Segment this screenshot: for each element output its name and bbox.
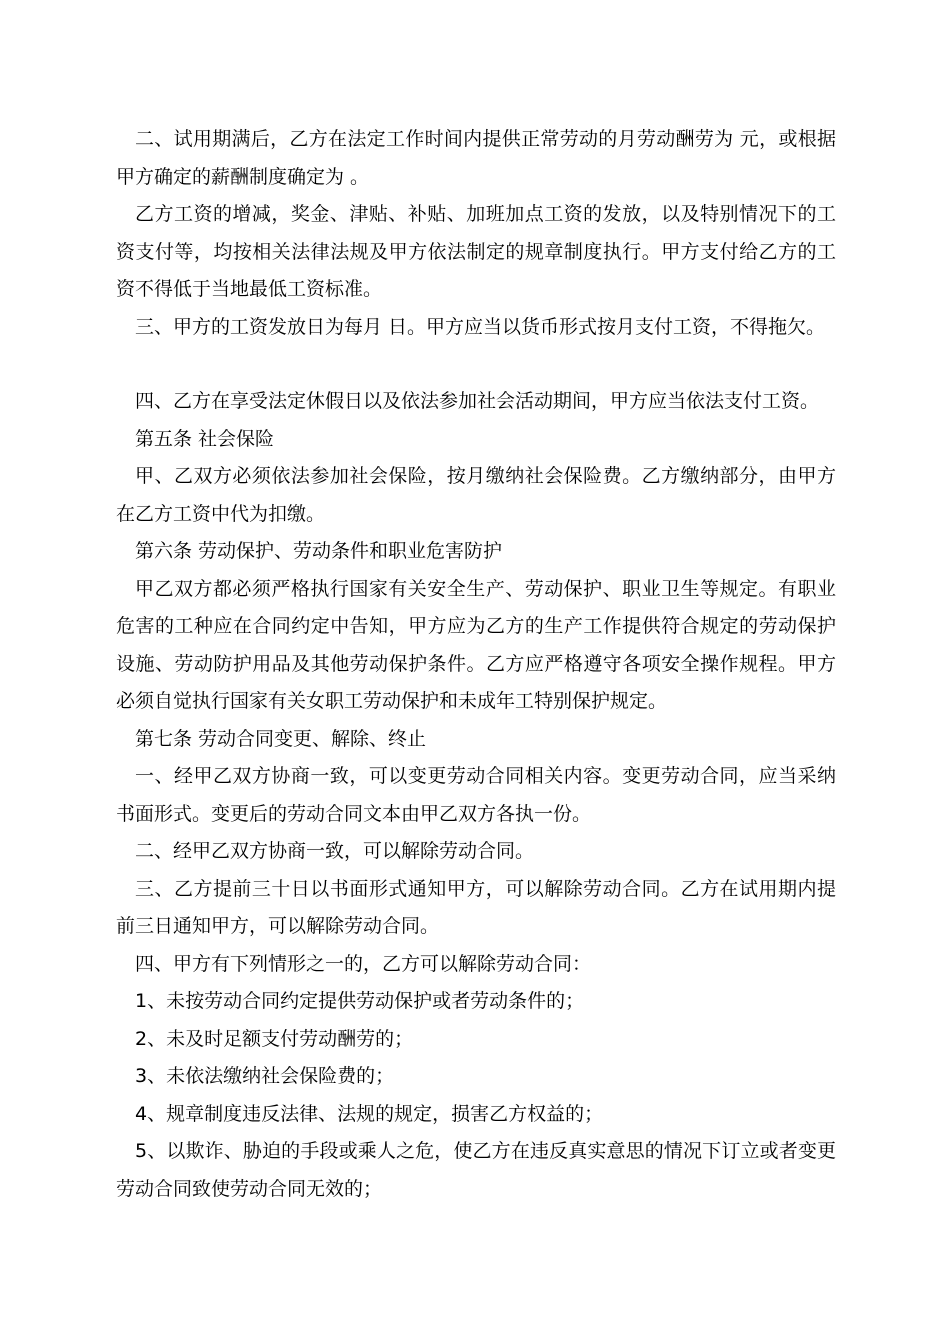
list-item-2: 2、未及时足额支付劳动酬劳的； [135,1027,414,1050]
article-6-heading: 第六条 劳动保护、劳动条件和职业危害防护 [135,540,503,562]
paragraph-salary-adjustment: 乙方工资的增减，奖金、津贴、补贴、加班加点工资的发放，以及特别情况下的工资支付等，均按相关法律法规及甲方依法制定的规章制度执行。甲方支付给乙方的工资不得低于当地最低工资标准。 [116,203,836,300]
list-item-3: 3、未依法缴纳社会保险费的； [135,1065,395,1087]
paragraph-pay-day: 三、甲方的工资发放日为每月 日。甲方应当以货币形式按月支付工资，不得拖欠。 [135,315,826,338]
article-5-heading: 第五条 社会保险 [135,427,275,450]
article-7-heading: 第七条 劳动合同变更、解除、终止 [135,727,427,750]
paragraph-holiday-pay: 四、乙方在享受法定休假日以及依法参加社会活动期间，甲方应当依法支付工资。 [135,390,820,412]
paragraph-notice-termination: 三、乙方提前三十日以书面形式通知甲方，可以解除劳动合同。乙方在试用期内提前三日通知甲方，可以解除劳动合同。 [116,877,836,937]
paragraph-mutual-termination: 二、经甲乙双方协商一致，可以解除劳动合同。 [135,840,535,862]
paragraph-gap [116,346,836,383]
paragraph-employer-circumstances: 四、甲方有下列情形之一的，乙方可以解除劳动合同： [135,952,592,975]
paragraph-labor-protection: 甲乙双方都必须严格执行国家有关安全生产、劳动保护、职业卫生等规定。有职业危害的工种应在合同约定中告知，甲方应为乙方的生产工作提供符合规定的劳动保护设施、劳动防护用品及其他劳动保护条件。乙方应严格遵守各项安全操作规程。甲方必须自觉执行国家有关女职工劳动保护和未成年工特别保护规定。 [116,577,836,712]
contract-text [116,121,836,1208]
list-item-4: 4、规章制度违反法律、法规的规定，损害乙方权益的； [135,1102,604,1125]
paragraph-contract-change: 一、经甲乙双方协商一致，可以变更劳动合同相关内容。变更劳动合同，应当采纳书面形式。变更后的劳动合同文本由甲乙双方各执一份。 [116,765,836,825]
paragraph-social-insurance: 甲、乙双方必须依法参加社会保险，按月缴纳社会保险费。乙方缴纳部分，由甲方在乙方工资中代为扣缴。 [116,465,836,525]
list-item-5: 5、以欺诈、胁迫的手段或乘人之危，使乙方在违反真实意思的情况下订立或者变更劳动合同致使劳动合同无效的； [116,1140,836,1200]
list-item-1: 1、未按劳动合同约定提供劳动保护或者劳动条件的； [135,990,585,1012]
paragraph-salary-after-probation: 二、试用期满后，乙方在法定工作时间内提供正常劳动的月劳动酬劳为 元，或根据甲方确定的薪酬制度确定为 。 [116,128,836,188]
